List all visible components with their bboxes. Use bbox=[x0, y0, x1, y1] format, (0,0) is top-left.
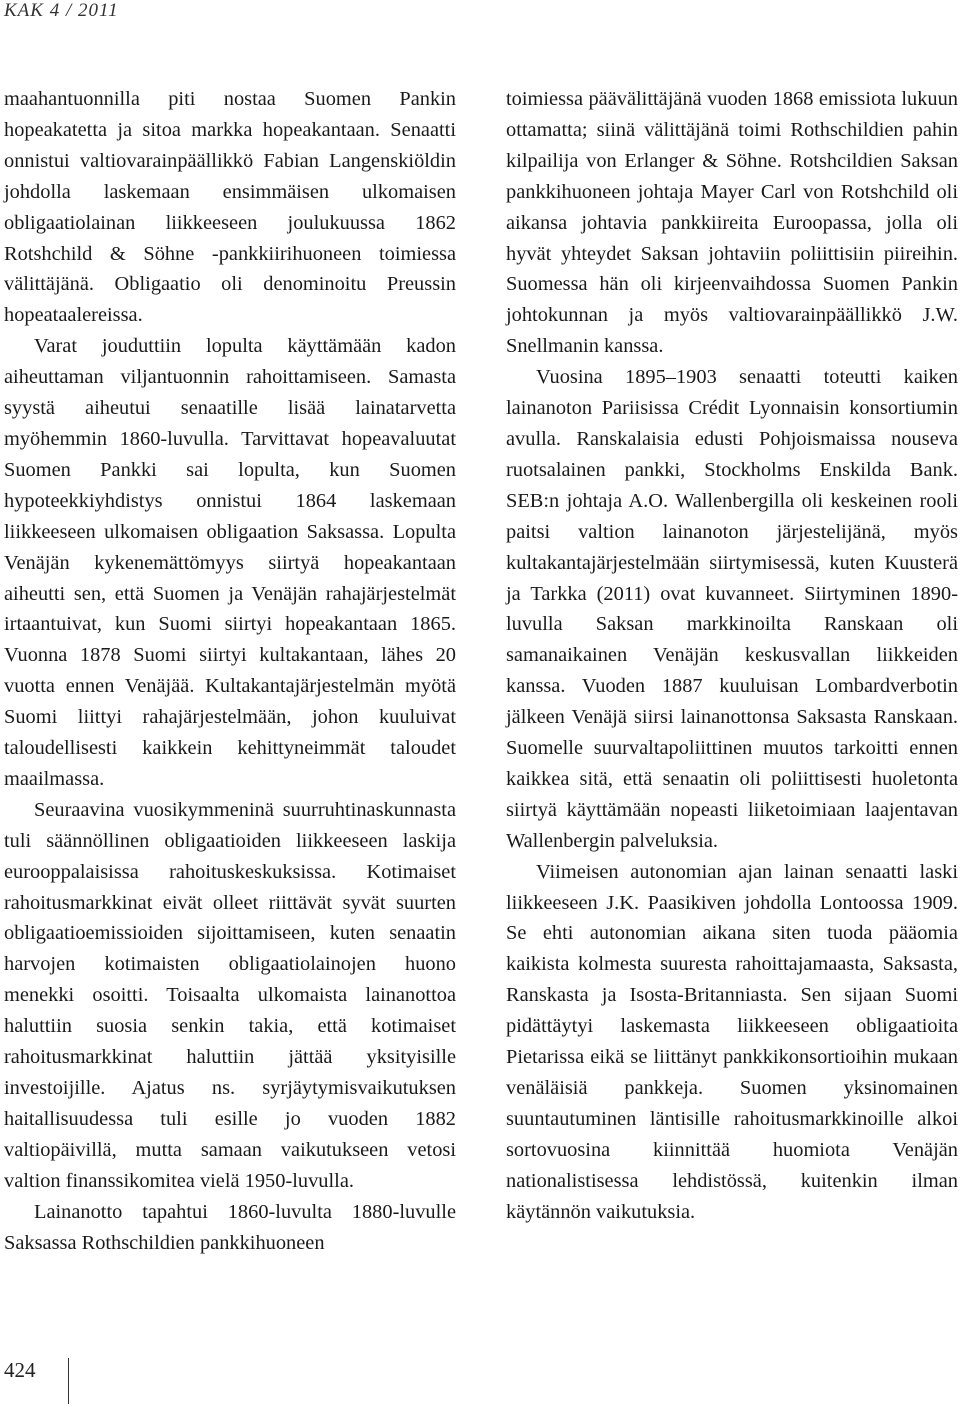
left-paragraph-1: maahantuonnilla piti nostaa Suomen Pankin hopeakatetta ja sitoa markka hopeakantaan. Senaatti onnistui valtiovarainpäällikkö Fabian Langenskiöldin johdolla laskemaan ensimmäisen ulkomaisen obligaatiolainan liikkeeseen joulukuussa 1862 Rotshchild & Söhne -pankkiirihuoneen toimiessa välittäjänä. Obligaatio oli denominoitu Preussin hopeataalereissa. bbox=[4, 88, 456, 327]
folio-divider bbox=[68, 1358, 69, 1404]
left-column bbox=[4, 84, 456, 1258]
right-paragraph-3: Viimeisen autonomian ajan lainan senaatti laski liikkeeseen J.K. Paasikiven johdolla Lontoossa 1909. Se ehti autonomian aikana siten tuoda pääomia kaikista kolmesta suuresta rahoittajamaasta, Saksasta, Ranskasta ja Isosta-Britanniasta. Sen sijaan Suomi pidättäytyi laskemasta liikkeeseen obligaatioita Pietarissa eikä se liittänyt pankkikonsortioihin mukaan venäläisiä pankkeja. Suomen yksinomainen suuntautuminen läntisille rahoitusmarkkinoille alkoi sortovuosina kiinnittää huomiota Venäjän nationalistisessa lehdistössä, kuitenkin ilman käytännön vaikutuksia. bbox=[506, 860, 958, 1223]
right-column bbox=[506, 84, 958, 1228]
left-paragraph-4: Lainanotto tapahtui 1860-luvulta 1880-luvulle Saksassa Rothschildien pankkihuoneen bbox=[4, 1200, 456, 1254]
running-head: KAK 4 / 2011 bbox=[4, 0, 119, 21]
right-paragraph-1: toimiessa päävälittäjänä vuoden 1868 emissiota lukuun ottamatta; siinä välittäjänä toimi Rothschildien pahin kilpailija von Erlanger & Söhne. Rotshcildien Saksan pankkihuoneen johtaja Mayer Carl von Rotshchild oli aikansa johtavia pankkiireita Euroopassa, jolla oli hyvät yhteydet Saksan johtaviin poliittisiin piireihin. Suomessa hän oli kirjeenvaihdossa Suomen Pankin johtokunnan ja myös valtiovarainpäällikkö J.W. Snellmanin kanssa. bbox=[506, 88, 958, 358]
left-paragraph-3: Seuraavina vuosikymmeninä suurruhtinaskunnasta tuli säännöllinen obligaatioiden liikkeeseen laskija eurooppalaisissa rahoituskeskuksissa. Kotimaiset rahoitusmarkkinat eivät olleet riittävät syvät suurten obligaatioemissioiden sijoittamiseen, kuten senaatin harvojen kotimaisten obligaatiolainojen huono menekki osoitti. Toisaalta ulkomaista lainanottoa haluttiin suosia senkin takia, että kotimaiset rahoitusmarkkinat haluttiin jättää yksityisille investoijille. Ajatus ns. syrjäytymisvaikutuksen haitallisuudessa tuli esille jo vuoden 1882 valtiopäivillä, mutta samaan vaikutukseen vetosi valtion finanssikomitea vielä 1950-luvulla. bbox=[4, 798, 456, 1192]
left-paragraph-2: Varat jouduttiin lopulta käyttämään kadon aiheuttaman viljantuonnin rahoittamiseen. Samasta syystä aiheutui senaatille lisää lainatarvetta myöhemmin 1860-luvulla. Tarvittavat hopeavaluutat Suomen Pankki sai lopulta, kun Suomen hypoteekkiyhdistys onnistui 1864 laskemaan liikkeeseen ulkomaisen obligaation Saksassa. Lopulta Venäjän kykenemättömyys siirtyä hopeakantaan aiheutti sen, että Suomen ja Venäjän rahajärjestelmät irtaantuivat, kun Suomi siirtyi hopeakantaan 1865. Vuonna 1878 Suomi siirtyi kultakantaan, lähes 20 vuotta ennen Venäjää. Kultakantajärjestelmän myötä Suomi liittyi rahajärjestelmään, johon kuuluivat taloudellisesti kaikkein kehittyneimmät taloudet maailmassa. bbox=[4, 335, 456, 790]
right-paragraph-2: Vuosina 1895–1903 senaatti toteutti kaiken lainanoton Pariisissa Crédit Lyonnaisin konsortiumin avulla. Ranskalaisia edusti Pohjoismaissa nouseva ruotsalainen pankki, Stockholms Enskilda Bank. SEB:n johtaja A.O. Wallenbergilla oli keskeinen rooli paitsi valtion lainanoton järjestelijänä, myös kultakantajärjestelmään siirtymisessä, kuten Kuusterä ja Tarkka (2011) ovat kuvanneet. Siirtyminen 1890-luvulla Saksan markkinoilta Ranskaan oli samanaikainen Venäjän keskusvallan liikkeiden kanssa. Vuoden 1887 kuuluisan Lombardverbotin jälkeen Venäjä siirsi lainanottonsa Saksasta Ranskaan. Suomelle suurvaltapoliittinen muutos tarkoitti ennen kaikkea sitä, että senaatin oli poliittisesti huoletonta siirtyä käyttämään nopeasti liiketoimiaan laajentavan Wallenbergin palveluksia. bbox=[506, 366, 958, 852]
page-number: 424 bbox=[4, 1358, 36, 1382]
